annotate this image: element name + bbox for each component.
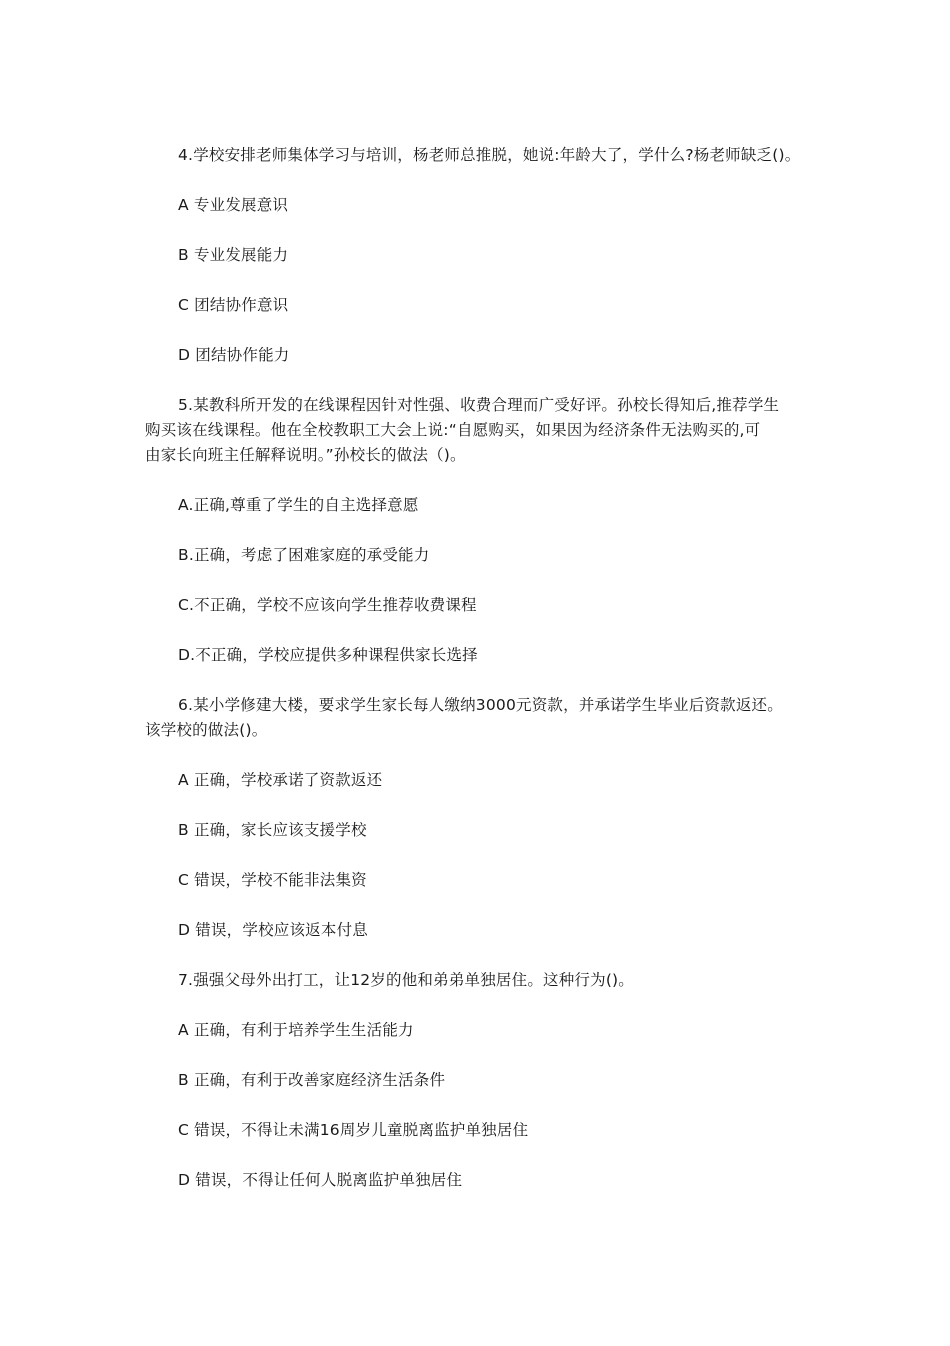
question-6-option-d: D 错误，学校应该返本付息: [178, 921, 368, 939]
question-6-stem-line-1: 6.某小学修建大楼，要求学生家长每人缴纳3000元资款，并承诺学生毕业后资款返还。: [178, 696, 783, 714]
question-5-option-d: D.不正确，学校应提供多种课程供家长选择: [178, 646, 478, 664]
question-5-stem-line-3: 由家长向班主任解释说明。”孙校长的做法（)。: [145, 446, 466, 464]
question-5-stem-line-2: 购买该在线课程。他在全校教职工大会上说:“自愿购买，如果因为经济条件无法购买的,可: [145, 421, 761, 439]
question-4-option-c: C 团结协作意识: [178, 296, 289, 314]
question-5-option-b: B.正确，考虑了困难家庭的承受能力: [178, 546, 430, 564]
question-5-option-c: C.不正确，学校不应该向学生推荐收费课程: [178, 596, 477, 614]
question-7-option-a: A 正确，有利于培养学生生活能力: [178, 1021, 414, 1039]
question-6-stem-line-2: 该学校的做法()。: [145, 721, 268, 739]
question-7-stem: 7.强强父母外出打工，让12岁的他和弟弟单独居住。这种行为()。: [178, 971, 635, 989]
question-4-option-a: A 专业发展意识: [178, 196, 289, 214]
question-6-option-c: C 错误，学校不能非法集资: [178, 871, 367, 889]
question-4-option-b: B 专业发展能力: [178, 246, 289, 264]
question-4-stem: 4.学校安排老师集体学习与培训，杨老师总推脱，她说:年龄大了，学什么?杨老师缺乏()。: [178, 146, 801, 164]
question-6-option-b: B 正确，家长应该支援学校: [178, 821, 367, 839]
question-6-option-a: A 正确，学校承诺了资款返还: [178, 771, 383, 789]
question-4-option-d: D 团结协作能力: [178, 346, 290, 364]
question-7-option-d: D 错误，不得让任何人脱离监护单独居住: [178, 1171, 463, 1189]
question-7-option-b: B 正确，有利于改善家庭经济生活条件: [178, 1071, 446, 1089]
question-5-option-a: A.正确,尊重了学生的自主选择意愿: [178, 496, 419, 514]
question-7-option-c: C 错误，不得让未满16周岁儿童脱离监护单独居住: [178, 1121, 529, 1139]
question-5-stem-line-1: 5.某教科所开发的在线课程因针对性强、收费合理而广受好评。孙校长得知后,推荐学生: [178, 396, 780, 414]
